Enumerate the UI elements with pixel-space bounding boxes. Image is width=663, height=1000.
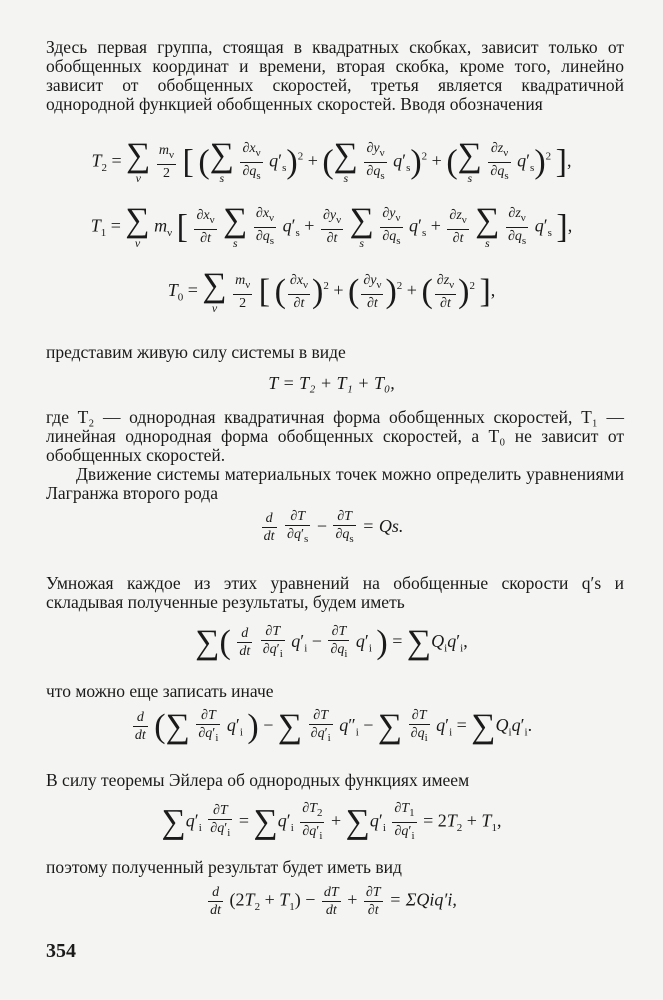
equation-T2: $T_2$ = ∑ ν $\frac{m_\nu}{2}$ [ ( ∑ s $\frac{\partial x_\nu}{\partial q_s}$ $q'_s)^2$ + ( ∑ s $\frac{\partial y_\nu}{\partial q_s}$ $q'_s)^2$ + ( ∑ s $\frac{\partial z_\nu}{\partial q_s}$ $q'_s)^2$ ], bbox=[91, 137, 572, 186]
paragraph-rewrite: что можно еще записать иначе bbox=[46, 681, 274, 701]
equation-T-sum: T = T₂ + T₁ + T₀, bbox=[268, 373, 395, 393]
page-number: 354 bbox=[46, 940, 76, 962]
equation-T1: $T_1$ = ∑ ν $m_\nu$ [ $\frac{\partial x_\nu}{\partial t}$ ∑ s $\frac{\partial x_\nu}{\partial q_s}$ $q'_s$ + $\frac{\partial y_\nu}{\partial t}$ ∑ s $\frac{\partial y_\nu}{\partial q_s}$ $q'_s$ + $\frac{\partial z_\nu}{\partial t}$ ∑ s $\frac{\partial z_\nu}{\partial q_s}$ $q'_s$ ], bbox=[90, 202, 573, 251]
paragraph-definitions: где T₂ — однородная квадратичная форма обобщенных скоростей, T₁ — линейная однородная форма обобщенных скоростей, а T₀ не зависит от обобщенных скоростей. bbox=[46, 407, 624, 465]
equation-euler: $\sum q'_i$ $\frac{\partial T}{\partial q'_i}$ = $\sum q'_i$ $\frac{\partial T_2}{\partial q'_i}$ + $\sum q'_i$ $\frac{\partial T_1}{\partial q'_i}$ = $2T_2 + T_1$, bbox=[161, 801, 502, 842]
equation-T0: $T_0$ = ∑ ν $\frac{m_\nu}{2}$ [ ( $\frac{\partial x_\nu}{\partial t}$ )$^2$ + ( $\frac{\partial y_\nu}{\partial t}$ )$^2$ + ( $\frac{\partial z_\nu}{\partial t}$ )$^2$ ], bbox=[167, 267, 496, 315]
lagrange-rhs: = Qs. bbox=[362, 516, 404, 537]
equation-sum-lagrange: ∑( $\frac{d}{dt}$ $\frac{\partial T}{\partial q'_i}$ $q'_i$ − $\frac{\partial T}{\partial q_i}$ $q'_i$ ) = $\sum Q_iq'_i$, bbox=[195, 623, 468, 661]
equation-final: $\frac{d}{dt}$ $(2T_2 + T_1)$ − $\frac{dT}{dt}$ + $\frac{\partial T}{\partial t}$ = ΣQiq′i, bbox=[210, 885, 457, 918]
equation-lagrange: $\frac{d}{dt}$ $\frac{\partial T}{\partial q'_s}$ − $\frac{\partial T}{\partial q_s}$ = Qs. bbox=[263, 509, 404, 545]
paragraph-kinetic-energy: представим живую силу системы в виде bbox=[46, 342, 346, 362]
paragraph-lagrange: Движение системы материальных точек можно определить уравнениями Лагранжа второго рода bbox=[46, 464, 624, 503]
equation-rewritten: $\frac{d}{dt}$ (∑ $\frac{\partial T}{\partial q'_i}$ $q'_i$ ) − ∑ $\frac{\partial T}{\partial q'_i}$ $q''_i$ − ∑ $\frac{\partial T}{\partial q_i}$ $q'_i = \sum Q_iq'_i$. bbox=[134, 707, 533, 745]
paragraph-multiply: Умножая каждое из этих уравнений на обобщенные скорости q′s и складывая полученные результаты, будем иметь bbox=[46, 573, 624, 612]
paragraph-euler: В силу теоремы Эйлера об однородных функциях имеем bbox=[46, 770, 470, 790]
final-rhs: = ΣQiq′i, bbox=[389, 889, 457, 910]
paragraph-intro: Здесь первая группа, стоящая в квадратных скобках, зависит только от обобщенных координат и времени, вторая скобка, кроме того, линейно зависит от обобщенных скоростей, третья является квадратичной однородной функцией обобщенных скоростей. Вводя обозначения bbox=[46, 37, 624, 114]
paragraph-result: поэтому полученный результат будет иметь вид bbox=[46, 857, 402, 877]
